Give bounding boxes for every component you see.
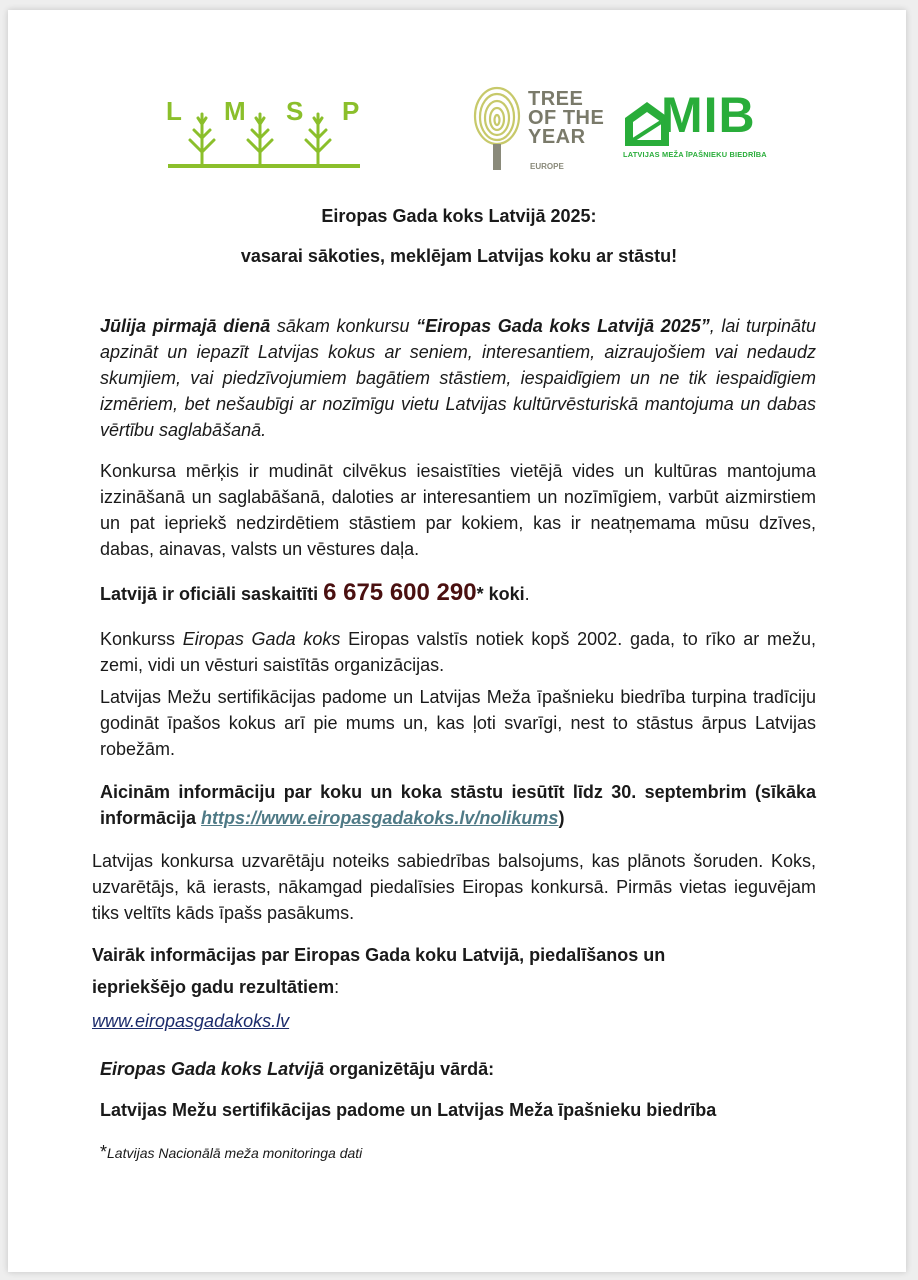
lmsp-letter: S xyxy=(286,96,304,126)
text-span: Eiropas Gada koks Latvijā xyxy=(100,1059,325,1079)
fingerprint-tree-icon xyxy=(470,84,526,174)
logo-line: OF THE xyxy=(528,107,605,129)
contest-history-paragraph xyxy=(100,626,816,678)
text-span: : xyxy=(334,977,340,997)
more-info-line-1: Vairāk informācijas par Eiropas Gada koku Latvijā, piedalīšanos un xyxy=(92,945,666,965)
lmsp-plants-icon xyxy=(162,94,367,174)
text-span: Aicinām informāciju par koku un koka stāstu iesūtīt līdz 30. septembrim (sīkāka informācija xyxy=(100,782,816,828)
text-span: iepriekšējo gadu rezultātiem xyxy=(92,977,335,997)
tree-count-paragraph xyxy=(100,580,816,607)
tree-count-number: 6 675 600 290 xyxy=(323,579,477,606)
contest-name: “Eiropas Gada koks Latvijā 2025” xyxy=(416,316,710,336)
text-span: Eiropas Gada koks xyxy=(182,629,341,649)
text-span: ) xyxy=(558,808,565,828)
text-span: organizētāju vārdā: xyxy=(324,1059,495,1079)
mib-logo xyxy=(617,87,787,160)
text-span: * koki xyxy=(476,584,525,604)
lmsp-letter: P xyxy=(342,96,360,126)
submission-paragraph xyxy=(100,779,816,831)
rules-link[interactable]: https://www.eiropasgadakoks.lv/nolikums xyxy=(201,808,559,828)
text-span: . xyxy=(524,584,530,604)
intro-date: Jūlija pirmajā dienā xyxy=(100,316,271,336)
footnote-star: * xyxy=(100,1142,108,1162)
footnote xyxy=(100,1140,362,1166)
signature-line xyxy=(100,1056,494,1082)
logo-line: TREE xyxy=(528,88,584,110)
tree-of-the-year-europe: EUROPE xyxy=(530,162,564,171)
lmsp-logo xyxy=(162,94,367,174)
text-span: Eiropas valstīs notiek kopš 2002. gada, to rīko ar mežu, zemi, vidi un vēsturi saistītās organizācijas. xyxy=(100,629,816,675)
organizers-paragraph: Latvijas Mežu sertifikācijas padome un Latvijas Meža īpašnieku biedrība turpina tradīciju godināt īpašos kokus arī pie mums un, kas ļoti svarīgi, nest to stāstus ārpus Latvijas robežām. xyxy=(100,687,816,759)
footnote-text: Latvijas Nacionālā meža monitoringa dati xyxy=(107,1145,363,1161)
mib-subtitle: LATVIJAS MEŽA ĪPAŠNIEKU BIEDRĪBA xyxy=(623,150,767,159)
lmsp-letter: L xyxy=(166,96,182,126)
lmsp-letter: M xyxy=(224,96,246,126)
tree-of-the-year-text xyxy=(528,90,604,147)
logo-line: YEAR xyxy=(528,126,586,148)
voting-paragraph: Latvijas konkursa uzvarētāju noteiks sabiedrības balsojums, kas plānots šoruden. Koks, uzvarētājs, kā ierasts, nākamgad piedalīsies Eiropas konkursā. Pirmās vietas ieguvējam tiks veltīts kāds īpašs pasākums. xyxy=(92,851,816,923)
text-span: sākam konkursu xyxy=(270,316,417,336)
intro-paragraph xyxy=(100,313,816,443)
mib-letters: MIB xyxy=(661,87,756,143)
text-span: Konkurss xyxy=(100,629,183,649)
goal-paragraph: Konkursa mērķis ir mudināt cilvēkus iesaistīties vietējā vides un kultūras mantojuma izzināšanā un saglabāšanā, daloties ar interesantiem un nozīmīgiem, varbūt aizmirstiem un pat iepriekš nedzirdētiem stāstiem par kokiem, kas ir neatņemama mūsu dzīves, dabas, ainavas, valsts un vēstures daļa. xyxy=(100,461,816,559)
website-link[interactable]: www.eiropasgadakoks.lv xyxy=(92,1011,290,1031)
organizer-names: Latvijas Mežu sertifikācijas padome un Latvijas Meža īpašnieku biedrība xyxy=(100,1100,717,1120)
tree-of-the-year-logo xyxy=(470,84,610,174)
more-info-line-2 xyxy=(92,974,339,1000)
title-line-2: vasarai sākoties, meklējam Latvijas koku ar stāstu! xyxy=(240,246,678,266)
text-span: Latvijā ir oficiāli saskaitīti xyxy=(100,584,324,604)
title-line-1: Eiropas Gada koks Latvijā 2025: xyxy=(321,206,597,226)
text-span: , lai turpinātu apzināt un iepazīt Latvijas kokus ar seniem, interesantiem, aizraujošiem vai nedaudz skumjiem, vai piedzīvojumiem bagātiem stāstiem, iespaidīgiem un ne tik iespaidīgiem izmēriem, bet nešaubīgi ar nozīmīgu vietu Latvijas kultūrvēsturiskā mantojuma un dabas vērtību saglabāšanā. xyxy=(100,316,817,440)
